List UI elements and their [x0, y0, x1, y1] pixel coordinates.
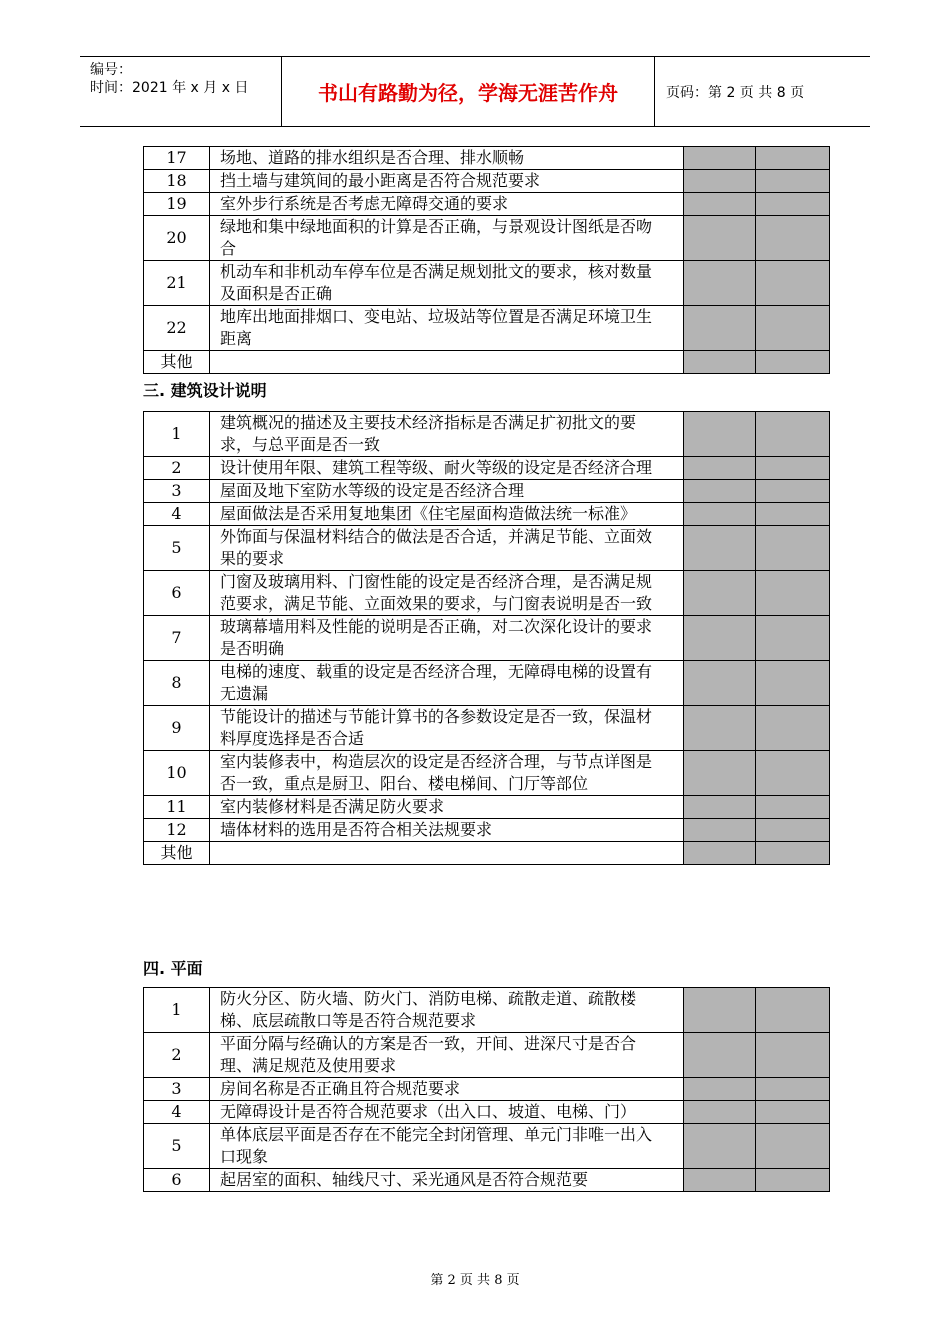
remark-cell[interactable]	[756, 147, 830, 170]
remark-cell[interactable]	[756, 457, 830, 480]
item-description: 电梯的速度、载重的设定是否经济合理，无障碍电梯的设置有无遗漏	[210, 661, 684, 706]
check-cell[interactable]	[684, 796, 756, 819]
check-cell[interactable]	[684, 751, 756, 796]
number-label: 编号：	[90, 62, 132, 78]
remark-cell[interactable]	[756, 616, 830, 661]
check-cell[interactable]	[684, 988, 756, 1033]
item-description: 房间名称是否正确且符合规范要求	[210, 1078, 684, 1101]
section-title-plan: 四. 平面	[143, 959, 203, 978]
remark-cell[interactable]	[756, 480, 830, 503]
table-row	[144, 751, 830, 796]
check-cell[interactable]	[684, 351, 756, 374]
item-number: 3	[144, 480, 210, 503]
item-number: 6	[144, 571, 210, 616]
item-number: 9	[144, 706, 210, 751]
table-row	[144, 796, 830, 819]
remark-cell[interactable]	[756, 261, 830, 306]
item-number: 6	[144, 1169, 210, 1192]
item-number: 4	[144, 503, 210, 526]
remark-cell[interactable]	[756, 216, 830, 261]
item-number: 2	[144, 457, 210, 480]
table-row	[144, 216, 830, 261]
check-cell[interactable]	[684, 1124, 756, 1169]
remark-cell[interactable]	[756, 1169, 830, 1192]
check-cell[interactable]	[684, 1101, 756, 1124]
remark-cell[interactable]	[756, 988, 830, 1033]
item-number: 2	[144, 1033, 210, 1078]
remark-cell[interactable]	[756, 661, 830, 706]
item-description: 设计使用年限、建筑工程等级、耐火等级的设定是否经济合理	[210, 457, 684, 480]
table-row	[144, 351, 830, 374]
item-description: 墙体材料的选用是否符合相关法规要求	[210, 819, 684, 842]
remark-cell[interactable]	[756, 842, 830, 865]
check-cell[interactable]	[684, 661, 756, 706]
check-cell[interactable]	[684, 457, 756, 480]
check-cell[interactable]	[684, 193, 756, 216]
item-description: 门窗及玻璃用料、门窗性能的设定是否经济合理，是否满足规范要求，满足节能、立面效果的要求，与门窗表说明是否一致	[210, 571, 684, 616]
check-cell[interactable]	[684, 819, 756, 842]
item-number: 1	[144, 412, 210, 457]
item-description: 起居室的面积、轴线尺寸、采光通风是否符合规范要	[210, 1169, 684, 1192]
remark-cell[interactable]	[756, 1101, 830, 1124]
item-description: 防火分区、防火墙、防火门、消防电梯、疏散走道、疏散楼梯、底层疏散口等是否符合规范要求	[210, 988, 684, 1033]
table-row	[144, 147, 830, 170]
check-cell[interactable]	[684, 412, 756, 457]
item-description: 地库出地面排烟口、变电站、垃圾站等位置是否满足环境卫生距离	[210, 306, 684, 351]
section-title-architectural-notes: 三. 建筑设计说明	[143, 381, 267, 400]
check-cell[interactable]	[684, 706, 756, 751]
remark-cell[interactable]	[756, 819, 830, 842]
table-row	[144, 988, 830, 1033]
table-row	[144, 706, 830, 751]
item-description: 平面分隔与经确认的方案是否一致，开间、进深尺寸是否合理、满足规范及使用要求	[210, 1033, 684, 1078]
table-row	[144, 480, 830, 503]
table-row	[144, 1124, 830, 1169]
item-number: 8	[144, 661, 210, 706]
check-cell[interactable]	[684, 1078, 756, 1101]
table-row	[144, 1169, 830, 1192]
table-row	[144, 193, 830, 216]
remark-cell[interactable]	[756, 1124, 830, 1169]
table-row	[144, 1078, 830, 1101]
item-number: 18	[144, 170, 210, 193]
item-description: 机动车和非机动车停车位是否满足规划批文的要求，核对数量及面积是否正确	[210, 261, 684, 306]
check-cell[interactable]	[684, 571, 756, 616]
check-cell[interactable]	[684, 480, 756, 503]
remark-cell[interactable]	[756, 526, 830, 571]
remark-cell[interactable]	[756, 170, 830, 193]
item-description: 单体底层平面是否存在不能完全封闭管理、单元门非唯一出入口现象	[210, 1124, 684, 1169]
table-row	[144, 503, 830, 526]
item-number: 17	[144, 147, 210, 170]
check-cell[interactable]	[684, 147, 756, 170]
check-cell[interactable]	[684, 503, 756, 526]
item-number: 4	[144, 1101, 210, 1124]
time-label: 时间：2021 年 x 月 x 日	[90, 80, 249, 96]
remark-cell[interactable]	[756, 751, 830, 796]
remark-cell[interactable]	[756, 706, 830, 751]
remark-cell[interactable]	[756, 571, 830, 616]
item-description: 节能设计的描述与节能计算书的各参数设定是否一致，保温材料厚度选择是否合适	[210, 706, 684, 751]
item-number: 11	[144, 796, 210, 819]
page-footer: 第 2 页 共 8 页	[430, 1273, 520, 1288]
check-cell[interactable]	[684, 170, 756, 193]
item-number: 5	[144, 526, 210, 571]
table-row	[144, 661, 830, 706]
check-cell[interactable]	[684, 842, 756, 865]
item-description: 无障碍设计是否符合规范要求（出入口、坡道、电梯、门）	[210, 1101, 684, 1124]
item-description	[210, 842, 684, 865]
check-cell[interactable]	[684, 306, 756, 351]
item-description: 绿地和集中绿地面积的计算是否正确，与景观设计图纸是否吻合	[210, 216, 684, 261]
item-number: 22	[144, 306, 210, 351]
item-description: 屋面做法是否采用复地集团《住宅屋面构造做法统一标准》	[210, 503, 684, 526]
item-number: 其他	[144, 351, 210, 374]
item-description: 室外步行系统是否考虑无障碍交通的要求	[210, 193, 684, 216]
check-cell[interactable]	[684, 261, 756, 306]
remark-cell[interactable]	[756, 193, 830, 216]
table-row	[144, 819, 830, 842]
table-row	[144, 306, 830, 351]
item-description	[210, 351, 684, 374]
item-number: 10	[144, 751, 210, 796]
check-cell[interactable]	[684, 616, 756, 661]
item-description: 屋面及地下室防水等级的设定是否经济合理	[210, 480, 684, 503]
remark-cell[interactable]	[756, 503, 830, 526]
item-number: 21	[144, 261, 210, 306]
remark-cell[interactable]	[756, 412, 830, 457]
item-number: 12	[144, 819, 210, 842]
header-meta	[90, 61, 248, 97]
item-number: 1	[144, 988, 210, 1033]
header-motto: 书山有路勤为径，学海无涯苦作舟	[318, 81, 618, 105]
table-row	[144, 526, 830, 571]
table-row	[144, 1033, 830, 1078]
item-number: 20	[144, 216, 210, 261]
item-description: 室内装修材料是否满足防火要求	[210, 796, 684, 819]
header-page-info: 页码：第 2 页 共 8 页	[666, 85, 805, 101]
remark-cell[interactable]	[756, 1078, 830, 1101]
remark-cell[interactable]	[756, 351, 830, 374]
table-row	[144, 1101, 830, 1124]
item-description: 室内装修表中，构造层次的设定是否经济合理，与节点详图是否一致，重点是厨卫、阳台、楼电梯间、门厅等部位	[210, 751, 684, 796]
item-description: 挡土墙与建筑间的最小距离是否符合规范要求	[210, 170, 684, 193]
check-cell[interactable]	[684, 216, 756, 261]
remark-cell[interactable]	[756, 306, 830, 351]
table-row	[144, 571, 830, 616]
checklist-table-plan	[143, 987, 830, 1192]
check-cell[interactable]	[684, 1169, 756, 1192]
item-number: 其他	[144, 842, 210, 865]
item-description: 玻璃幕墙用料及性能的说明是否正确，对二次深化设计的要求是否明确	[210, 616, 684, 661]
table-row	[144, 842, 830, 865]
remark-cell[interactable]	[756, 1033, 830, 1078]
checklist-table-architectural-notes	[143, 411, 830, 865]
item-number: 7	[144, 616, 210, 661]
item-number: 5	[144, 1124, 210, 1169]
table-row	[144, 261, 830, 306]
item-number: 3	[144, 1078, 210, 1101]
table-row	[144, 170, 830, 193]
check-cell[interactable]	[684, 1033, 756, 1078]
page-header	[80, 56, 870, 127]
checklist-table-site	[143, 146, 830, 374]
table-row	[144, 616, 830, 661]
header-divider	[654, 57, 655, 126]
item-description: 建筑概况的描述及主要技术经济指标是否满足扩初批文的要求，与总平面是否一致	[210, 412, 684, 457]
table-row	[144, 457, 830, 480]
item-description: 外饰面与保温材料结合的做法是否合适，并满足节能、立面效果的要求	[210, 526, 684, 571]
item-description: 场地、道路的排水组织是否合理、排水顺畅	[210, 147, 684, 170]
item-number: 19	[144, 193, 210, 216]
check-cell[interactable]	[684, 526, 756, 571]
table-row	[144, 412, 830, 457]
remark-cell[interactable]	[756, 796, 830, 819]
